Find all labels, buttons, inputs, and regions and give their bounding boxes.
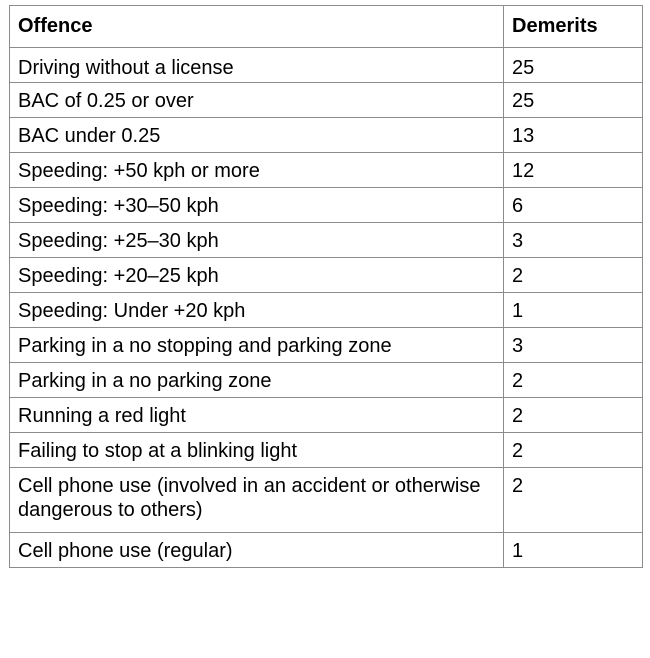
- table-row: [10, 533, 643, 568]
- demerits-cell: 12: [504, 153, 643, 188]
- table-row: [10, 468, 643, 533]
- offence-cell: Parking in a no stopping and parking zone: [10, 328, 504, 363]
- offence-cell: Cell phone use (involved in an accident or otherwise dangerous to others): [10, 468, 504, 533]
- table-row: [10, 223, 643, 258]
- offence-cell: Speeding: Under +20 kph: [10, 293, 504, 328]
- header-offence: Offence: [10, 6, 504, 48]
- offence-cell: Parking in a no parking zone: [10, 363, 504, 398]
- offence-cell: BAC of 0.25 or over: [10, 83, 504, 118]
- offence-cell: Speeding: +50 kph or more: [10, 153, 504, 188]
- demerits-cell: 3: [504, 223, 643, 258]
- table-row: [10, 118, 643, 153]
- demerits-cell: 6: [504, 188, 643, 223]
- demerits-cell: 2: [504, 468, 643, 533]
- offence-cell: Driving without a license: [10, 48, 504, 83]
- offence-cell: Speeding: +25–30 kph: [10, 223, 504, 258]
- table-row: [10, 433, 643, 468]
- table-row: [10, 258, 643, 293]
- offence-cell: Running a red light: [10, 398, 504, 433]
- table-row: [10, 153, 643, 188]
- table-row: [10, 188, 643, 223]
- demerits-cell: 25: [504, 48, 643, 83]
- demerits-cell: 2: [504, 398, 643, 433]
- demerits-cell: 25: [504, 83, 643, 118]
- offence-cell: Failing to stop at a blinking light: [10, 433, 504, 468]
- table-row: [10, 83, 643, 118]
- table-row: [10, 398, 643, 433]
- table-row: [10, 48, 643, 83]
- demerits-cell: 13: [504, 118, 643, 153]
- demerits-cell: 2: [504, 363, 643, 398]
- offence-cell: BAC under 0.25: [10, 118, 504, 153]
- offence-cell: Speeding: +20–25 kph: [10, 258, 504, 293]
- demerits-cell: 2: [504, 258, 643, 293]
- offence-cell: Speeding: +30–50 kph: [10, 188, 504, 223]
- table-row: [10, 328, 643, 363]
- demerits-cell: 1: [504, 533, 643, 568]
- demerits-cell: 1: [504, 293, 643, 328]
- demerits-table: [9, 5, 643, 568]
- table-row: [10, 363, 643, 398]
- offence-cell: Cell phone use (regular): [10, 533, 504, 568]
- demerits-cell: 2: [504, 433, 643, 468]
- demerits-cell: 3: [504, 328, 643, 363]
- header-row: [10, 6, 643, 48]
- header-demerits: Demerits: [504, 6, 643, 48]
- table-row: [10, 293, 643, 328]
